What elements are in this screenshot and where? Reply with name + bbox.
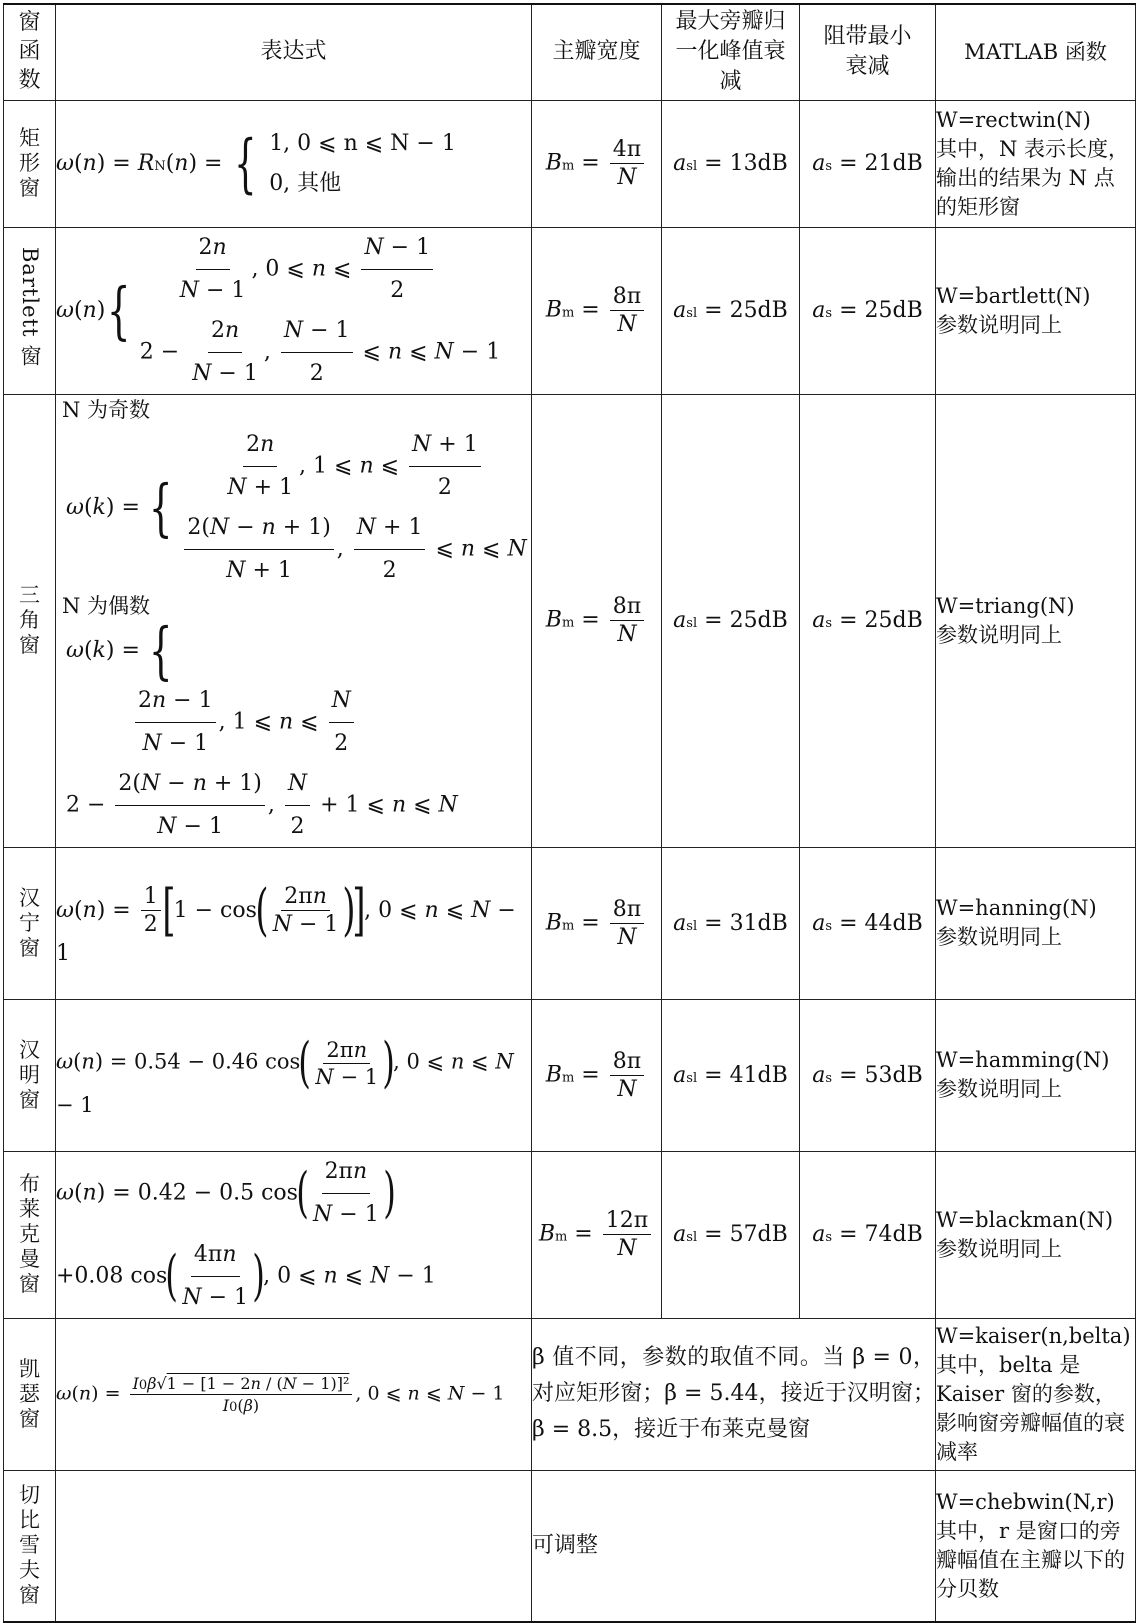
stopband-cell: as = 74dB (800, 1151, 936, 1318)
odd-label: N 为奇数 (62, 397, 151, 422)
side-lobe-cell: asl = 31dB (662, 847, 800, 999)
window-name: 汉宁窗 (4, 847, 56, 999)
side-lobe-cell: asl = 57dB (662, 1151, 800, 1318)
stopband-cell: as = 53dB (800, 999, 936, 1151)
expression-cell: ω(n) = $\frac{1}{2}$ [1 − cos( $\frac{2\pi n}{N - 1}$ )], 0 ⩽ n ⩽ N − 1 (56, 847, 532, 999)
piecewise-cases-even: $\frac{2n - 1}{N - 1}$ , 1 ⩽ n ⩽ $\frac{N}{2}$ 2 − $\frac{2(N - n + 1)}{N - 1}$ , $\frac{N}{2}$ + 1 ⩽ n ⩽ N (66, 681, 458, 847)
header-side-lobe: 最大旁瓣归一化峰值衰减 (662, 4, 800, 100)
side-lobe-cell: asl = 41dB (662, 999, 800, 1151)
piecewise-cases: $\frac{2n}{N - 1}$ , 0 ⩽ n ⩽ $\frac{N - 1}{2}$ 2 − $\frac{2n}{N - 1}$ , $\frac{N - 1}{2}$ ⩽ n ⩽ N − 1 (140, 228, 500, 394)
chebyshev-note: 可调整 (532, 1470, 936, 1622)
expression-cell: N 为奇数 ω(k) = { $\frac{2n}{N + 1}$ , 1 ⩽ n ⩽ $\frac{N + 1}{2}$ $\frac{2(N - n + 1)}{N + 1}$ , $\frac{N + 1}{2}$ ⩽ n ⩽ N N 为偶数 ω(k) = { $\frac{2n - 1}{N - 1}$ , 1 ⩽ n ⩽ $\frac{N}{2}$ 2 − $\frac{2(N - n + 1)}{N - 1}$ , $\frac{N}{2}$ + 1 ⩽ n ⩽ N (56, 394, 532, 847)
matlab-cell: W=hanning(N) 参数说明同上 (936, 847, 1136, 999)
expression-cell: ω(n){ $\frac{2n}{N - 1}$ , 0 ⩽ n ⩽ $\frac{N - 1}{2}$ 2 − $\frac{2n}{N - 1}$ , $\frac{N - 1}{2}$ ⩽ n ⩽ N − 1 (56, 227, 532, 394)
expression-cell: ω(n) = 0.42 − 0.5 cos( $\frac{2\pi n}{N - 1}$ ) +0.08 cos( $\frac{4\pi n}{N - 1}$ ), 0 ⩽ n ⩽ N − 1 (56, 1151, 532, 1318)
row-bartlett (4, 227, 1136, 394)
matlab-cell: W=triang(N) 参数说明同上 (936, 394, 1136, 847)
side-lobe-cell: asl = 25dB (662, 227, 800, 394)
stopband-cell: as = 21dB (800, 100, 936, 227)
window-name: 布莱克曼窗 (4, 1151, 56, 1318)
main-lobe-cell: Bm = $\frac{12\pi}{N}$ (532, 1151, 662, 1318)
window-name: 切比雪夫窗 (4, 1470, 56, 1622)
window-name: 矩形窗 (4, 100, 56, 227)
main-lobe-cell: Bm = $\frac{8\pi}{N}$ (532, 999, 662, 1151)
window-name: 三角窗 (4, 394, 56, 847)
stopband-cell: as = 44dB (800, 847, 936, 999)
row-hanning (4, 847, 1136, 999)
row-rectangular (4, 100, 1136, 227)
piecewise-cases-odd: $\frac{2n}{N + 1}$ , 1 ⩽ n ⩽ $\frac{N + 1}{2}$ $\frac{2(N - n + 1)}{N + 1}$ , $\frac{N + 1}{2}$ ⩽ n ⩽ N (181, 425, 526, 591)
stopband-cell: as = 25dB (800, 227, 936, 394)
header-row (4, 4, 1136, 100)
main-lobe-cell: Bm = $\frac{4\pi}{N}$ (532, 100, 662, 227)
even-label: N 为偶数 (62, 593, 151, 618)
window-name: 凯瑟窗 (4, 1318, 56, 1470)
expression-cell: ω(n) = RN(n) = { 1, 0 ⩽ n ⩽ N − 1 0, 其他 (56, 100, 532, 227)
row-hamming (4, 999, 1136, 1151)
window-name: Bartlett 窗 (4, 227, 56, 394)
matlab-cell: W=kaiser(n,belta) 其中，belta 是 Kaiser 窗的参数，影响窗旁瓣幅值的衰减率 (936, 1318, 1136, 1470)
row-triangular (4, 394, 1136, 847)
window-name: 汉明窗 (4, 999, 56, 1151)
stopband-cell: as = 25dB (800, 394, 936, 847)
row-blackman (4, 1151, 1136, 1318)
kaiser-note: β 值不同，参数的取值不同。当 β = 0，对应矩形窗；β = 5.44，接近于汉明窗；β = 8.5，接近于布莱克曼窗 (532, 1318, 936, 1470)
header-window: 窗函数 (4, 4, 56, 100)
matlab-cell: W=blackman(N) 参数说明同上 (936, 1151, 1136, 1318)
row-chebyshev (4, 1470, 1136, 1622)
expression-cell (56, 1470, 532, 1622)
main-lobe-cell: Bm = $\frac{8\pi}{N}$ (532, 847, 662, 999)
case-1: 1, 0 ⩽ n ⩽ N − 1 (269, 130, 456, 156)
side-lobe-cell: asl = 13dB (662, 100, 800, 227)
piecewise-cases (269, 124, 456, 204)
matlab-cell: W=chebwin(N,r) 其中，r 是窗口的旁瓣幅值在主瓣以下的分贝数 (936, 1470, 1136, 1622)
row-kaiser (4, 1318, 1136, 1470)
matlab-cell: W=bartlett(N) 参数说明同上 (936, 227, 1136, 394)
header-matlab: MATLAB 函数 (936, 4, 1136, 100)
main-lobe-cell: Bm = $\frac{8\pi}{N}$ (532, 394, 662, 847)
case-2: 0, 其他 (269, 170, 342, 196)
matlab-cell: W=rectwin(N) 其中，N 表示长度，输出的结果为 N 点的矩形窗 (936, 100, 1136, 227)
header-stopband: 阻带最小衰减 (800, 4, 936, 100)
window-function-table (3, 3, 1136, 1623)
main-lobe-cell: Bm = $\frac{8\pi}{N}$ (532, 227, 662, 394)
header-main-lobe: 主瓣宽度 (532, 4, 662, 100)
expression-cell: ω(n) = $\frac{\text{I0β√1 − [1 − 2n / (N − 1)]²}}{I0(\beta)}$ , 0 ⩽ n ⩽ N − 1 (56, 1318, 532, 1470)
expression-cell: ω(n) = 0.54 − 0.46 cos( $\frac{2\pi n}{N - 1}$ ), 0 ⩽ n ⩽ N − 1 (56, 999, 532, 1151)
header-expression: 表达式 (56, 4, 532, 100)
matlab-cell: W=hamming(N) 参数说明同上 (936, 999, 1136, 1151)
side-lobe-cell: asl = 25dB (662, 394, 800, 847)
